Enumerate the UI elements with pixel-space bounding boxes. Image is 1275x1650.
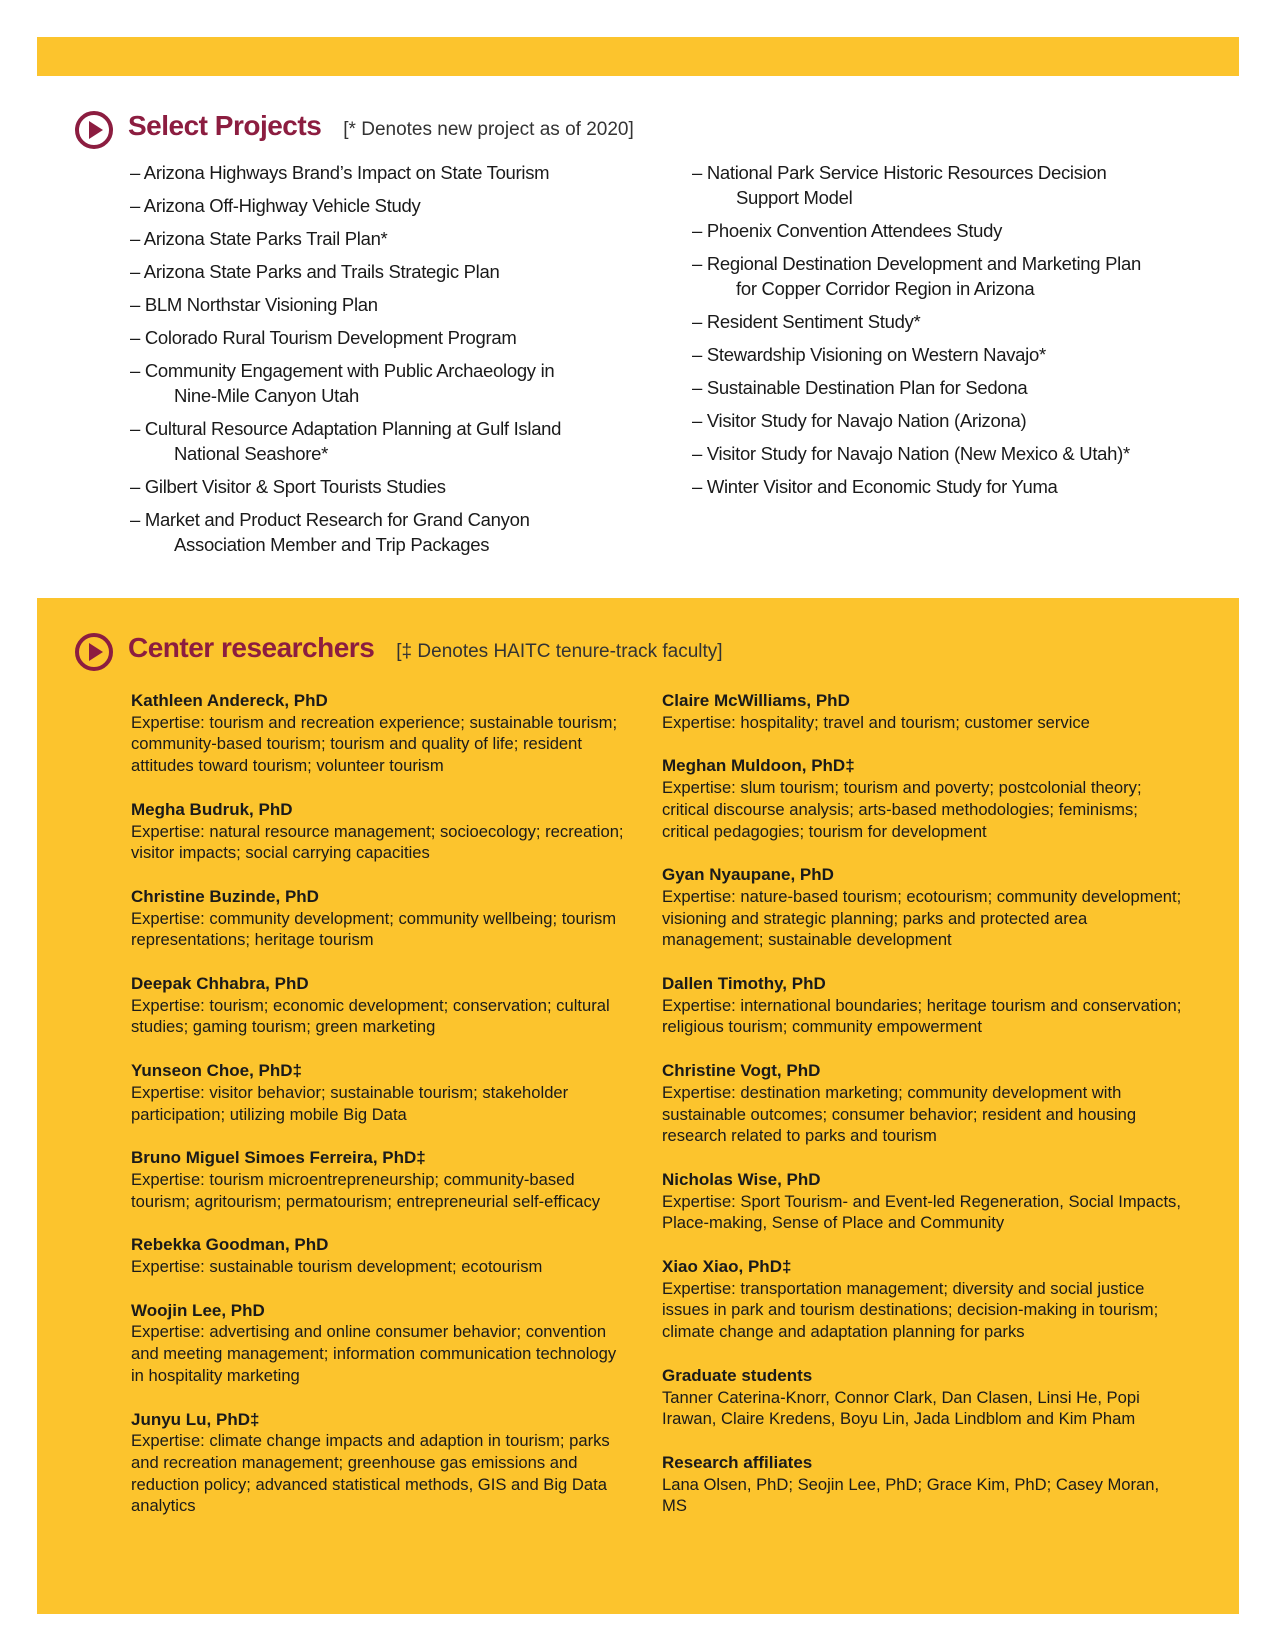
project-title-continued: National Seashore* [174, 443, 329, 464]
researcher-expertise: Expertise: tourism and recreation experience; sustainable tourism; community-based tourism; tourism and quality of life; resident attitudes toward tourism; volunteer tourism [131, 712, 618, 776]
project-title: – Arizona State Parks and Trails Strategic Plan [130, 261, 500, 282]
project-item [130, 193, 650, 218]
researcher-expertise: Expertise: hospitality; travel and tourism; customer service [662, 712, 1090, 732]
researcher-entry [662, 1169, 1182, 1234]
researcher-name: Megha Budruk, PhD [131, 799, 293, 819]
researchers-list-left [131, 690, 631, 1539]
researcher-name: Meghan Muldoon, PhD‡ [662, 756, 855, 776]
projects-list-left [130, 160, 650, 565]
researcher-expertise: Expertise: climate change impacts and adaption in tourism; parks and recreation management; greenhouse gas emissions and reduction policy; advanced statistical methods, GIS and Big Data analytics [131, 1431, 610, 1516]
researcher-entry [131, 1234, 631, 1277]
researcher-entry [131, 1147, 631, 1212]
researcher-name: Woojin Lee, PhD [131, 1300, 265, 1320]
researcher-name: Xiao Xiao, PhD‡ [662, 1257, 792, 1277]
project-title: – Winter Visitor and Economic Study for Yuma [692, 476, 1058, 497]
project-item [130, 416, 650, 466]
researcher-entry [662, 1256, 1182, 1343]
researcher-expertise: Tanner Caterina-Knorr, Connor Clark, Dan Clasen, Linsi He, Popi Irawan, Claire Kredens, Boyu Lin, Jada Lindblom and Kim Pham [662, 1387, 1140, 1429]
researcher-entry [662, 755, 1182, 842]
researcher-expertise: Expertise: sustainable tourism development; ecotourism [131, 1257, 543, 1277]
researcher-name: Gyan Nyaupane, PhD [662, 865, 834, 885]
researcher-name: Junyu Lu, PhD‡ [131, 1409, 260, 1429]
project-item [130, 160, 650, 185]
project-title: – Arizona Highways Brand’s Impact on State Tourism [130, 162, 550, 183]
project-item [692, 218, 1172, 243]
project-title: – Stewardship Visioning on Western Navajo* [692, 344, 1046, 365]
researcher-expertise: Expertise: destination marketing; community development with sustainable outcomes; consumer behavior; resident and housing research related to parks and tourism [662, 1082, 1137, 1146]
researcher-name: Rebekka Goodman, PhD [131, 1235, 329, 1255]
project-title-continued: for Copper Corridor Region in Arizona [736, 278, 1035, 299]
researcher-expertise: Expertise: slum tourism; tourism and poverty; postcolonial theory; critical discourse analysis; arts-based methodologies; feminisms; critical pedagogies; tourism for development [662, 778, 1142, 841]
researcher-entry [131, 690, 631, 777]
project-title: – Sustainable Destination Plan for Sedona [692, 377, 1028, 398]
researcher-expertise: Expertise: tourism microentrepreneurship; community-based tourism; agritourism; permatourism; entrepreneurial self-efficacy [131, 1169, 601, 1211]
project-item [692, 441, 1172, 466]
project-item [692, 408, 1172, 433]
project-title: – Cultural Resource Adaptation Planning at Gulf Island [130, 418, 562, 439]
projects-heading [74, 110, 634, 150]
play-circle-icon [74, 110, 114, 150]
project-title: – BLM Northstar Visioning Plan [130, 294, 378, 315]
researcher-expertise: Expertise: nature-based tourism; ecotourism; community development; visioning and strategic planning; parks and protected area management; sustainable development [662, 886, 1182, 950]
researcher-expertise: Expertise: transportation management; diversity and social justice issues in park and tourism destinations; decision-making in tourism; climate change and adaptation planning for parks [662, 1278, 1159, 1342]
researcher-expertise: Expertise: advertising and online consumer behavior; convention and meeting management; information communication technology in hospitality marketing [131, 1322, 617, 1385]
project-title: – Phoenix Convention Attendees Study [692, 220, 1003, 241]
researcher-entry [662, 864, 1182, 951]
researcher-expertise: Expertise: international boundaries; heritage tourism and conservation; religious tourism; community empowerment [662, 995, 1182, 1037]
researcher-expertise: Expertise: Sport Tourism- and Event-led Regeneration, Social Impacts, Place-making, Sense of Place and Community [662, 1191, 1181, 1233]
researcher-entry [131, 1060, 631, 1125]
researcher-entry [662, 973, 1182, 1038]
project-item [692, 251, 1172, 301]
researcher-name: Christine Vogt, PhD [662, 1061, 821, 1081]
researcher-entry [131, 1300, 631, 1387]
project-title: – Arizona State Parks Trail Plan* [130, 228, 388, 249]
researchers-list-right [662, 690, 1182, 1539]
researcher-name: Kathleen Andereck, PhD [131, 691, 328, 710]
projects-title: Select Projects [128, 110, 322, 141]
researcher-name: Christine Buzinde, PhD [131, 886, 319, 906]
researcher-expertise: Lana Olsen, PhD; Seojin Lee, PhD; Grace Kim, PhD; Casey Moran, MS [662, 1474, 1160, 1516]
project-item [130, 325, 650, 350]
researcher-expertise: Expertise: visitor behavior; sustainable tourism; stakeholder participation; utilizing mobile Big Data [131, 1082, 569, 1124]
researcher-entry [662, 1365, 1182, 1430]
researchers-heading [74, 632, 723, 672]
project-title: – Gilbert Visitor & Sport Tourists Studies [130, 476, 446, 497]
project-title-continued: Nine-Mile Canyon Utah [174, 385, 359, 406]
researcher-name: Dallen Timothy, PhD [662, 974, 826, 994]
project-item [692, 375, 1172, 400]
project-title: – Resident Sentiment Study* [692, 311, 921, 332]
researcher-name: Graduate students [662, 1365, 813, 1385]
researcher-name: Yunseon Choe, PhD‡ [131, 1061, 302, 1081]
project-item [692, 309, 1172, 334]
top-color-bar [37, 37, 1239, 76]
researchers-note: [‡ Denotes HAITC tenure-track faculty] [396, 641, 723, 662]
play-circle-icon [74, 632, 114, 672]
researcher-entry [131, 973, 631, 1038]
project-item [130, 358, 650, 408]
project-title: – Colorado Rural Tourism Development Program [130, 327, 517, 348]
project-item [130, 292, 650, 317]
project-item [692, 474, 1172, 499]
project-title: – Market and Product Research for Grand Canyon [130, 509, 530, 530]
project-title-continued: Support Model [736, 187, 853, 208]
project-title: – Visitor Study for Navajo Nation (Arizona) [692, 410, 1027, 431]
researcher-entry [662, 1060, 1182, 1147]
researcher-name: Claire McWilliams, PhD [662, 691, 850, 710]
project-title: – National Park Service Historic Resources Decision [692, 162, 1107, 183]
researchers-title: Center researchers [128, 632, 375, 663]
researcher-name: Research affiliates [662, 1452, 813, 1472]
projects-note: [* Denotes new project as of 2020] [343, 119, 634, 140]
projects-list-right [692, 160, 1172, 507]
researcher-name: Nicholas Wise, PhD [662, 1169, 821, 1189]
project-title: – Community Engagement with Public Archaeology in [130, 360, 555, 381]
project-item [130, 507, 650, 557]
project-title: – Visitor Study for Navajo Nation (New Mexico & Utah)* [692, 443, 1130, 464]
researcher-name: Bruno Miguel Simoes Ferreira, PhD‡ [131, 1148, 426, 1168]
project-title: – Arizona Off-Highway Vehicle Study [130, 195, 421, 216]
researcher-expertise: Expertise: natural resource management; socioecology; recreation; visitor impacts; social carrying capacities [131, 821, 624, 863]
project-item [692, 342, 1172, 367]
researcher-expertise: Expertise: community development; community wellbeing; tourism representations; heritage tourism [131, 908, 617, 950]
project-item [692, 160, 1172, 210]
project-title-continued: Association Member and Trip Packages [174, 534, 490, 555]
researcher-entry [131, 799, 631, 864]
project-title: – Regional Destination Development and Marketing Plan [692, 253, 1141, 274]
project-item [130, 226, 650, 251]
researcher-entry [131, 1409, 631, 1518]
project-item [130, 259, 650, 284]
researcher-entry [662, 1452, 1182, 1517]
researcher-entry [131, 886, 631, 951]
project-item [130, 474, 650, 499]
researcher-entry [662, 690, 1182, 733]
researcher-expertise: Expertise: tourism; economic development; conservation; cultural studies; gaming tourism; green marketing [131, 995, 610, 1037]
researcher-name: Deepak Chhabra, PhD [131, 974, 309, 994]
